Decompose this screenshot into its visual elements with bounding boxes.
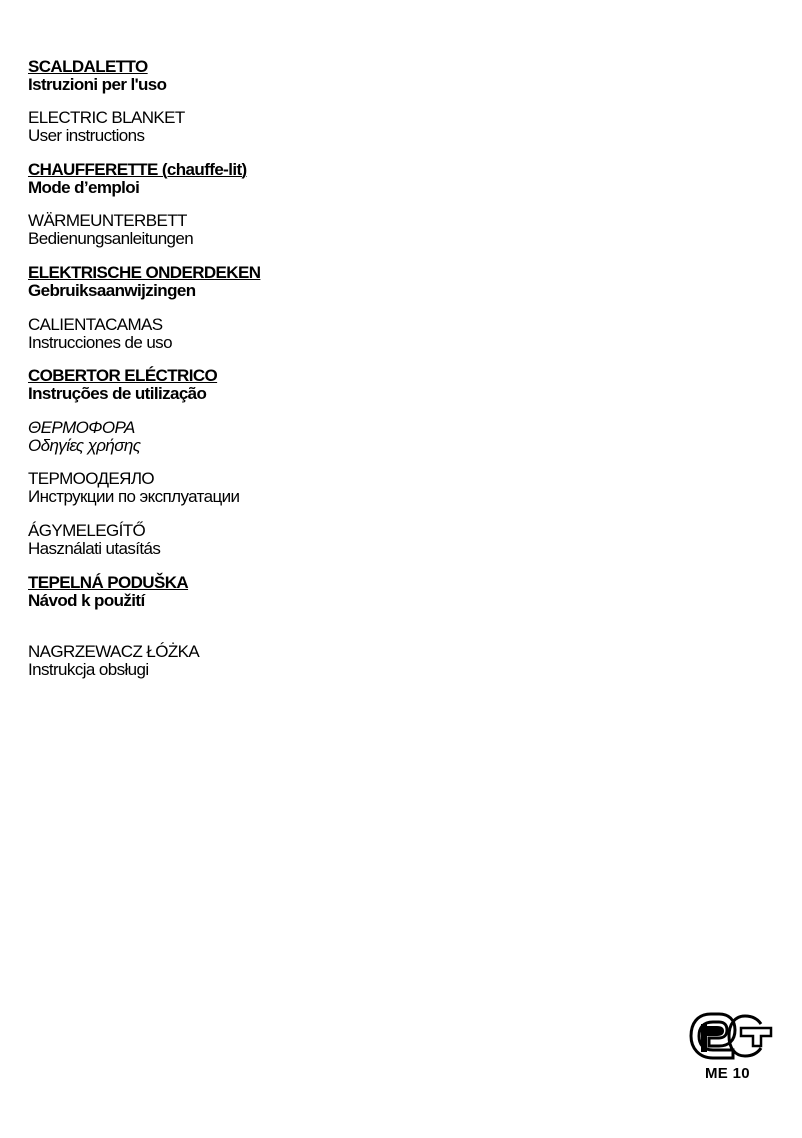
language-entry-spanish: [28, 316, 172, 352]
language-entry-french: [28, 161, 247, 197]
product-title: WÄRMEUNTERBETT: [28, 211, 187, 230]
instructions-label: Használati utasítás: [28, 539, 161, 558]
language-entry-hungarian: [28, 522, 160, 558]
product-title: ΘΕΡΜΟΦΟΡΑ: [28, 418, 135, 437]
product-title: COBERTOR ELÉCTRICO: [28, 366, 218, 385]
product-title: ТЕРМООДЕЯЛО: [28, 469, 155, 488]
product-title: ELEKTRISCHE ONDERDEKEN: [28, 263, 261, 282]
language-entry-english: [28, 109, 185, 145]
language-entry-dutch: [28, 264, 260, 300]
instructions-label: Istruzioni per l'uso: [28, 75, 167, 94]
product-title: TEPELNÁ PODUŠKA: [28, 573, 189, 592]
pct-certification-mark-icon: [689, 1010, 773, 1066]
certification-mark: [689, 1010, 773, 1084]
instructions-label: Bedienungsanleitungen: [28, 229, 194, 248]
language-entry-portuguese: [28, 367, 217, 403]
instructions-label: Инструкции по эксплуатации: [28, 487, 240, 506]
language-entry-greek: [28, 419, 140, 455]
language-entry-italian: [28, 58, 166, 94]
instructions-label: User instructions: [28, 126, 145, 145]
instructions-label: Instrucciones de uso: [28, 333, 172, 352]
certification-code: ME 10: [705, 1065, 750, 1082]
language-entry-polish: [28, 643, 199, 679]
product-title: ELECTRIC BLANKET: [28, 108, 185, 127]
product-title: ÁGYMELEGÍTŐ: [28, 521, 146, 540]
product-title: CHAUFFERETTE (chauffe-lit): [28, 160, 247, 179]
language-entry-czech: [28, 574, 188, 610]
instructions-label: Návod k použití: [28, 591, 145, 610]
language-entry-russian: [28, 470, 239, 506]
language-entry-german: [28, 212, 193, 248]
instructions-label: Gebruiksaanwijzingen: [28, 281, 196, 300]
instructions-label: Instrukcja obsługi: [28, 660, 149, 679]
instructions-label: Mode d’emploi: [28, 178, 140, 197]
product-title: SCALDALETTO: [28, 57, 148, 76]
instructions-label: Οδηγίες χρήσης: [28, 436, 141, 455]
product-title: NAGRZEWACZ ŁÓŻKA: [28, 642, 200, 661]
instructions-label: Instruções de utilização: [28, 384, 207, 403]
product-title: CALIENTACAMAS: [28, 315, 163, 334]
